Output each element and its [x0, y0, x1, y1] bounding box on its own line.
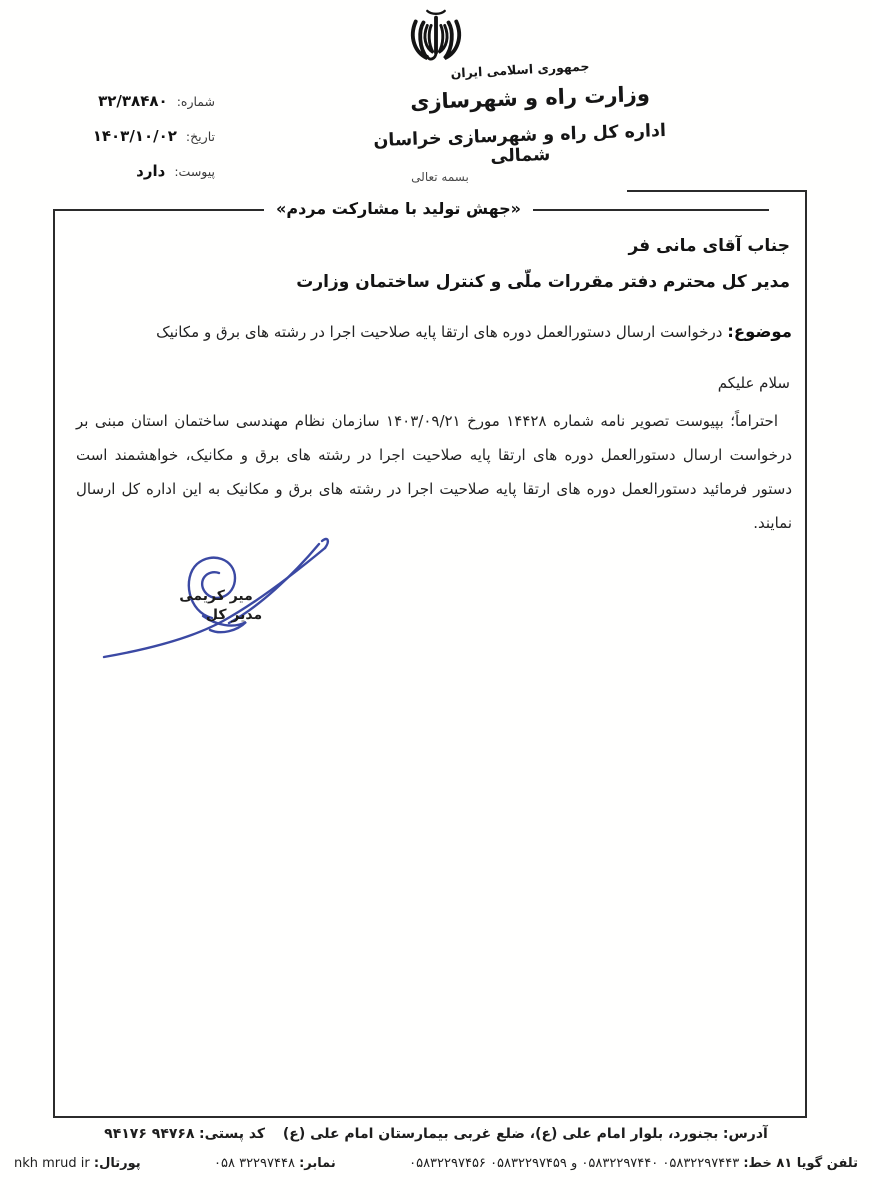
- phone-group: [409, 1156, 858, 1171]
- slogan-banner: [53, 199, 769, 218]
- salutation-text: سلام علیکم: [717, 374, 790, 392]
- fax-label: نمابر:: [299, 1156, 336, 1171]
- signer-name: میر کریمی: [179, 588, 253, 604]
- signer-title: مدیر کل: [205, 607, 263, 623]
- header-department-line: اداره کل راه و شهرسازی خراسان شمالی: [373, 120, 667, 168]
- frame-bottom-border: [53, 1116, 807, 1118]
- phone-numbers: ۰۵۸۳۲۲۹۷۴۴۳ ۰۵۸۳۲۲۹۷۴۴۰ و ۰۵۸۳۲۲۹۷۴۵۹ ۰۵۸۳۲۲۹۷۴۵۶: [409, 1156, 740, 1171]
- number-label: شماره:: [176, 94, 215, 109]
- address-text: بجنورد، بلوار امام علی (ع)، ضلع غربی بیمارستان امام علی (ع): [282, 1126, 719, 1142]
- recipient-name: جناب آقای مانی فر: [628, 236, 790, 256]
- meta-row-date: [55, 127, 215, 162]
- date-value: ۱۴۰۳/۱۰/۰۲: [92, 127, 177, 145]
- fax-value: ۳۲۲۹۷۴۴۸ ۰۵۸: [214, 1156, 295, 1171]
- subject-text: درخواست ارسال دستورالعمل دوره های ارتقا پایه صلاحیت اجرا در رشته های برق و مکانیک: [156, 323, 723, 341]
- banner-rule-left: [53, 209, 264, 211]
- besmellah-text: بسمه تعالی: [411, 170, 469, 184]
- iran-national-emblem-icon: [407, 6, 465, 70]
- slogan-text: «جهش تولید با مشارکت مردم»: [276, 199, 521, 218]
- frame-top-right-line: [627, 190, 806, 192]
- header-ministry-line: وزارت راه و شهرسازی: [409, 81, 651, 115]
- address-label: آدرس:: [722, 1126, 768, 1142]
- subject-label: موضوع:: [727, 322, 792, 341]
- footer-contact-line: [14, 1156, 858, 1171]
- date-label: تاریخ:: [185, 129, 215, 144]
- banner-rule-right: [533, 209, 769, 211]
- portal-value: nkh mrud ir: [14, 1156, 90, 1171]
- footer-address-line: [0, 1126, 872, 1142]
- recipient-title: مدیر کل محترم دفتر مقررات ملّی و کنترل ساختمان وزارت: [296, 272, 790, 292]
- meta-row-attachment: [55, 162, 215, 197]
- attachment-value: دارد: [136, 162, 166, 180]
- letter-meta-block: [55, 92, 215, 197]
- letter-body-paragraph: احتراماً؛ بپیوست تصویر نامه شماره ۱۴۴۲۸ مورخ ۱۴۰۳/۰۹/۲۱ سازمان نظام مهندسی ساختمان استان مبنی بر درخواست ارسال دستورالعمل دوره های ارتقا پایه صلاحیت اجرا در رشته های برق و مکانیک، خواهشمند است دستور فرمائید دستورالعمل دوره های ارتقا پایه صلاحیت اجرا در رشته های برق و مکانیک به این اداره کل ارسال نمایند.: [76, 412, 792, 532]
- phone-label: تلفن گویا ۸۱ خط:: [743, 1156, 858, 1171]
- fax-group: [214, 1156, 336, 1171]
- portal-label: پورتال:: [93, 1156, 141, 1171]
- portal-group: [14, 1156, 141, 1171]
- postal-code-label: کد پستی:: [198, 1126, 266, 1142]
- frame-right-border: [805, 190, 807, 1118]
- number-value: ۳۲/۳۸۴۸۰: [98, 92, 168, 110]
- header-republic-line: جمهوری اسلامی ایران: [450, 58, 590, 81]
- frame-left-border: [53, 210, 55, 1118]
- attachment-label: پیوست:: [174, 164, 215, 179]
- meta-row-number: [55, 92, 215, 127]
- subject-line: [78, 322, 792, 341]
- postal-code-value: ۹۴۷۶۸ ۹۴۱۷۶: [104, 1126, 195, 1142]
